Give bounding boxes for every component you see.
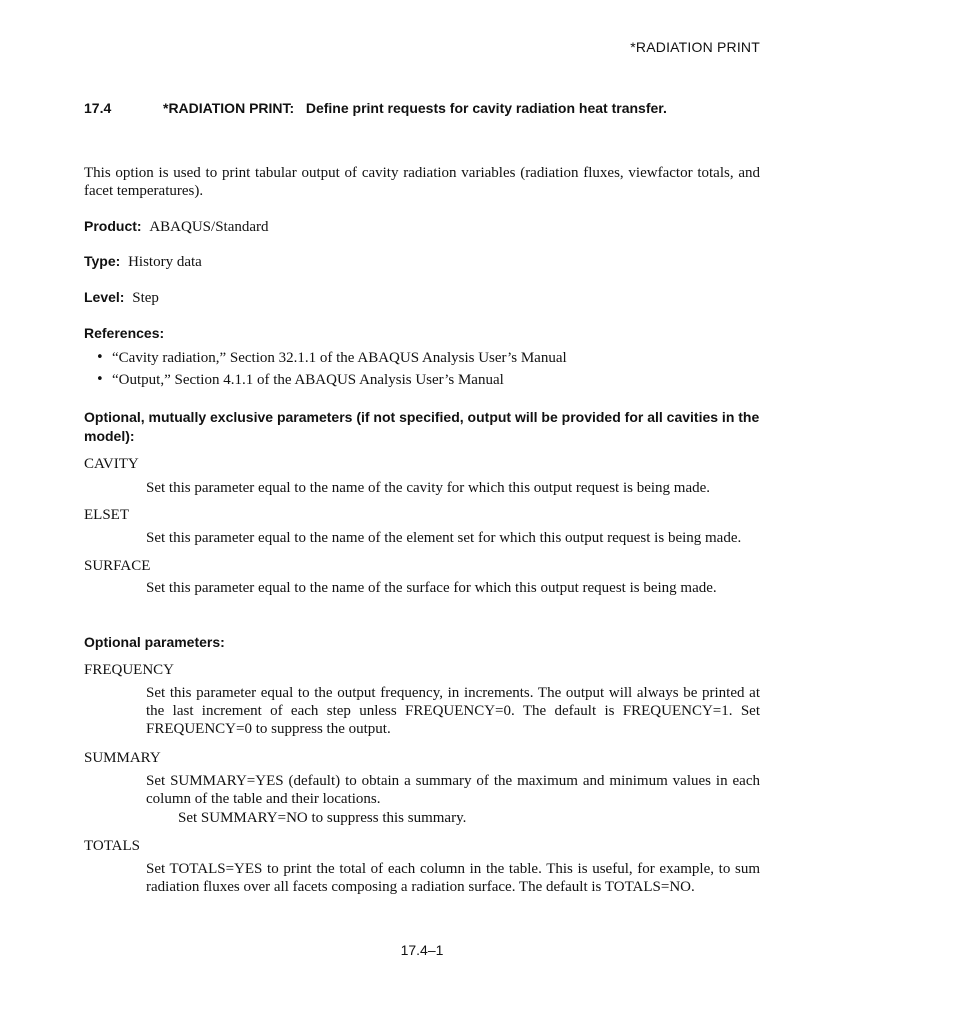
param-summary-desc: Set SUMMARY=YES (default) to obtain a summary of the maximum and minimum values in each column of the table and their locations. [146, 773, 760, 807]
type-label: Type: [84, 253, 121, 269]
param-summary-desc-2: Set SUMMARY=NO to suppress this summary. [178, 810, 467, 826]
running-header: *RADIATION PRINT [630, 39, 760, 55]
param-totals-desc: Set TOTALS=YES to print the total of each column in the table. This is useful, for example, to sum radiation fluxes over all facets composing a radiation surface. The default is TOTALS=NO. [146, 861, 760, 895]
level-value: Step [132, 290, 159, 306]
param-cavity-name: CAVITY [84, 456, 139, 472]
param-frequency-desc: Set this parameter equal to the output frequency, in increments. The output will always be printed at the last increment of each step unless FREQUENCY=0. The default is FREQUENCY=1. Set FREQUENCY=0 to suppress the output. [146, 685, 760, 737]
param-elset-name: ELSET [84, 507, 129, 523]
section-keyword: *RADIATION PRINT: [163, 100, 295, 116]
param-summary-name: SUMMARY [84, 750, 161, 766]
optional-params-heading: Optional parameters: [84, 634, 225, 650]
param-surface-name: SURFACE [84, 558, 151, 574]
level-label: Level: [84, 289, 125, 305]
exclusive-params-heading: Optional, mutually exclusive parameters (if not specified, output will be provided for all cavities in the model): [84, 409, 760, 444]
intro-paragraph: This option is used to print tabular output of cavity radiation variables (radiation fluxes, viewfactor totals, and facet temperatures). [84, 165, 760, 199]
reference-item: • “Cavity radiation,” Section 32.1.1 of the ABAQUS Analysis User’s Manual [94, 349, 754, 371]
type-value: History data [128, 254, 202, 270]
param-surface-desc: Set this parameter equal to the name of the surface for which this output request is being made. [146, 580, 717, 596]
product-value: ABAQUS/Standard [149, 219, 269, 235]
references-list [94, 349, 754, 393]
page-number: 17.4–1 [400, 942, 444, 958]
param-cavity-desc: Set this parameter equal to the name of the cavity for which this output request is being made. [146, 480, 711, 496]
section-number: 17.4 [84, 100, 112, 116]
param-totals-name: TOTALS [84, 838, 141, 854]
type-line [84, 253, 202, 271]
reference-item: • “Output,” Section 4.1.1 of the ABAQUS Analysis User’s Manual [94, 371, 754, 393]
section-title [163, 100, 667, 116]
level-line [84, 289, 159, 307]
product-label: Product: [84, 218, 142, 234]
param-elset-desc: Set this parameter equal to the name of the element set for which this output request is being made. [146, 530, 742, 546]
section-subtitle: Define print requests for cavity radiation heat transfer. [305, 100, 667, 116]
product-line [84, 218, 269, 236]
references-label: References: [84, 325, 165, 341]
param-frequency-name: FREQUENCY [84, 662, 175, 678]
